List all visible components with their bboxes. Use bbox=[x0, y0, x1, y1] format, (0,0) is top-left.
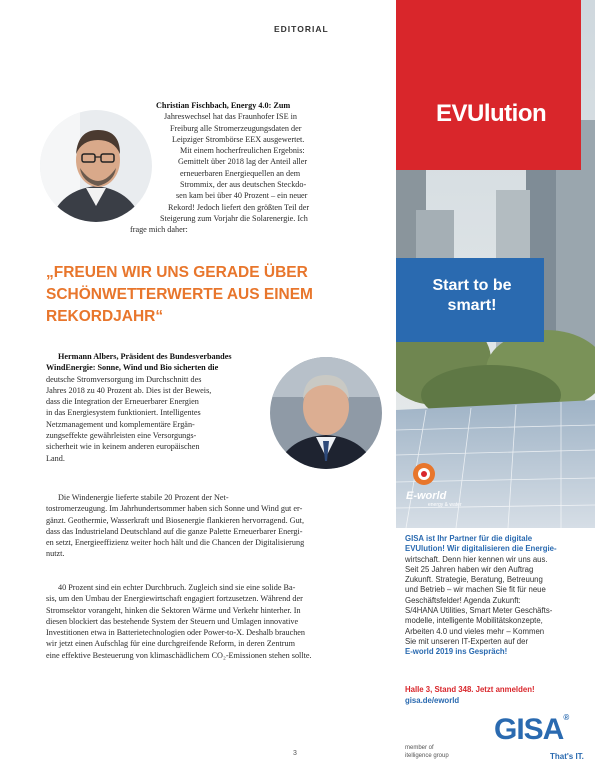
text-line: Jahres 2018 zu 40 Prozent ab. Dies ist der Beweis, bbox=[46, 385, 212, 395]
gisa-logo-text: GISA bbox=[494, 713, 564, 746]
ad-copy-line: Seit 25 Jahren haben wir den Auftrag bbox=[405, 564, 534, 574]
ad-title: EVUlution bbox=[436, 100, 547, 127]
ad-copy-line-text: E-world 2019 ins Gespräch! bbox=[405, 647, 508, 657]
speaker-name: Hermann Albers, Präsident des Bundesverbandes bbox=[58, 352, 232, 361]
text-line: Strommix, der aus deutschen Steckdo- bbox=[180, 180, 307, 190]
portrait-christian-fischbach bbox=[40, 110, 152, 222]
statement-albers bbox=[46, 351, 274, 464]
text-line: sen kam bei über 40 Prozent – ein neuer bbox=[176, 191, 308, 201]
text-line: nutzt. bbox=[46, 549, 65, 559]
statement-fischbach bbox=[130, 100, 378, 236]
ad-copy-line: modelle, intelligente Mobilitätskonzepte, bbox=[405, 616, 543, 626]
ad-body-copy bbox=[405, 534, 591, 658]
text-line: wir jetzt einen Aufschlag für eine durchgreifende Reform, in deren Zentrum bbox=[46, 639, 295, 649]
speaker-affiliation: WindEnergie: Sonne, Wind und Bio sicherten die bbox=[46, 363, 219, 373]
text-line: dass die Integration der Erneuerbarer Energien bbox=[46, 397, 199, 407]
gisa-membership-note bbox=[405, 744, 449, 760]
eworld-wordmark: E-world bbox=[406, 490, 447, 502]
page-number: 3 bbox=[293, 750, 297, 757]
gisa-tagline: That's IT. bbox=[550, 752, 584, 761]
text-line: Netzmanagement und komplementäre Ergän- bbox=[46, 419, 195, 429]
ad-copy-line: Zukunft. Strategie, Beratung, Betreuung bbox=[405, 575, 543, 585]
ad-copy-line: wirtschaft. Denn hier kennen wir uns aus. bbox=[405, 554, 548, 564]
text-line: Freiburg alle Stromerzeugungsdaten der bbox=[170, 123, 302, 133]
text-line: Land. bbox=[46, 453, 65, 463]
ad-copy-line: S/4HANA Utilities, Smart Meter Geschäfts- bbox=[405, 606, 553, 616]
text-line: Steigerung zum Vorjahr die Solarenergie. Ich bbox=[160, 213, 308, 223]
text-line: Rekord! Jedoch liefert den größten Teil der bbox=[168, 202, 310, 212]
paragraph-wind bbox=[46, 492, 368, 560]
text-line: gänzt. Geothermie, Wasserkraft und Biosenergie flankieren hervorragend. Gut, bbox=[46, 515, 304, 525]
text-line: tostromerzeugung. Im Jahrhundertsommer haben sich Sonne und Wind gut er- bbox=[46, 504, 303, 514]
ad-url-link[interactable]: gisa.de/eworld bbox=[405, 696, 460, 705]
text-line: dass das Industrieland Deutschland auf die ganze Palette Erneuerbarer Energi- bbox=[46, 526, 303, 536]
ad-copy-line-text: EVUlution! Wir digitalisieren die Energie- bbox=[405, 544, 557, 554]
section-label: EDITORIAL bbox=[274, 24, 329, 34]
text-line: Stromsektor vorangeht, hinken die Sektoren Wärme und Verkehr hinterher. In bbox=[46, 605, 301, 615]
text-line: Gemittelt über 2018 lag der Anteil aller bbox=[178, 157, 308, 167]
ad-call-to-action bbox=[405, 684, 591, 706]
text-line: Leipziger Strombörse EEX ausgewertet. bbox=[172, 134, 305, 144]
eworld-subline: energy & water bbox=[428, 502, 462, 508]
ad-copy-line: und Betrieb – wir machen Sie fit für neue bbox=[405, 585, 546, 595]
ad-copy-line bbox=[405, 544, 591, 554]
ad-copy-line bbox=[405, 647, 591, 657]
text-line: diesen blockiert das bestehende System der Steuern und Umlagen innovative bbox=[46, 616, 299, 626]
gisa-advertisement bbox=[396, 0, 595, 780]
registered-mark: ® bbox=[563, 713, 569, 722]
text-line: in das Energiesystem funktioniert. Intelligentes bbox=[46, 408, 201, 418]
text-line: Jahreswechsel hat das Fraunhofer ISE in bbox=[164, 112, 298, 122]
portrait-hermann-albers bbox=[270, 357, 382, 469]
text-line: zungseffekte gewährleisten eine Versorgungs- bbox=[46, 431, 197, 441]
ad-copy-line: Geschäftsfelder! Agenda Zukunft: bbox=[405, 595, 521, 605]
text-line: Die Windenergie lieferte stabile 20 Prozent der Net- bbox=[58, 493, 229, 502]
paragraph-breakthrough bbox=[46, 582, 368, 661]
text-line: Investitionen etwa in Batterietechnologien oder Power-to-X. Deshalb brauchen bbox=[46, 628, 306, 638]
ad-copy-line: Sie mit unseren IT-Experten auf der bbox=[405, 636, 529, 646]
text-line: Mit einem hocherfreulichen Ergebnis: bbox=[180, 146, 305, 156]
text-line: erneuerbaren Energiequellen an dem bbox=[180, 168, 301, 178]
text-line: eine effektive Besteuerung von klimaschädlichem CO₂-Emissionen stehen sollte. bbox=[46, 650, 312, 660]
text-line: sis, um den Umbau der Energiewirtschaft engagiert fortzusetzen. Während der bbox=[46, 594, 303, 604]
member-line: member of bbox=[405, 745, 434, 751]
text-line: 40 Prozent sind ein echter Durchbruch. Zugleich sind sie eine solide Ba- bbox=[58, 583, 296, 592]
text-line: sicherheit wie in keinem anderen europäischen bbox=[46, 442, 200, 452]
text-line: frage mich daher: bbox=[130, 225, 188, 235]
gisa-logo bbox=[494, 713, 568, 747]
ad-red-banner bbox=[396, 0, 581, 170]
ad-copy-line: Arbeiten 4.0 und vieles mehr – Kommen bbox=[405, 626, 545, 636]
ad-copy-line: GISA ist Ihr Partner für die digitale bbox=[405, 534, 533, 543]
ad-cta-booth: Halle 3, Stand 348. Jetzt anmelden! bbox=[405, 685, 535, 694]
speaker-name: Christian Fischbach, Energy 4.0: Zum bbox=[156, 101, 291, 110]
ad-slogan: Start to be smart! bbox=[432, 277, 512, 314]
text-line: deutsche Stromversorgung im Durchschnitt des bbox=[46, 374, 202, 384]
text-line: en setzt, Energieeffizienz weiter hoch hält und die Chancen der Digitalisierung bbox=[46, 538, 305, 548]
member-line: itelligence group bbox=[405, 753, 449, 759]
pull-quote-headline: „FREUEN WIR UNS GERADE ÜBER SCHÖNWETTERWERTE AUS EINEM REKORDJAHR“ bbox=[46, 264, 313, 325]
